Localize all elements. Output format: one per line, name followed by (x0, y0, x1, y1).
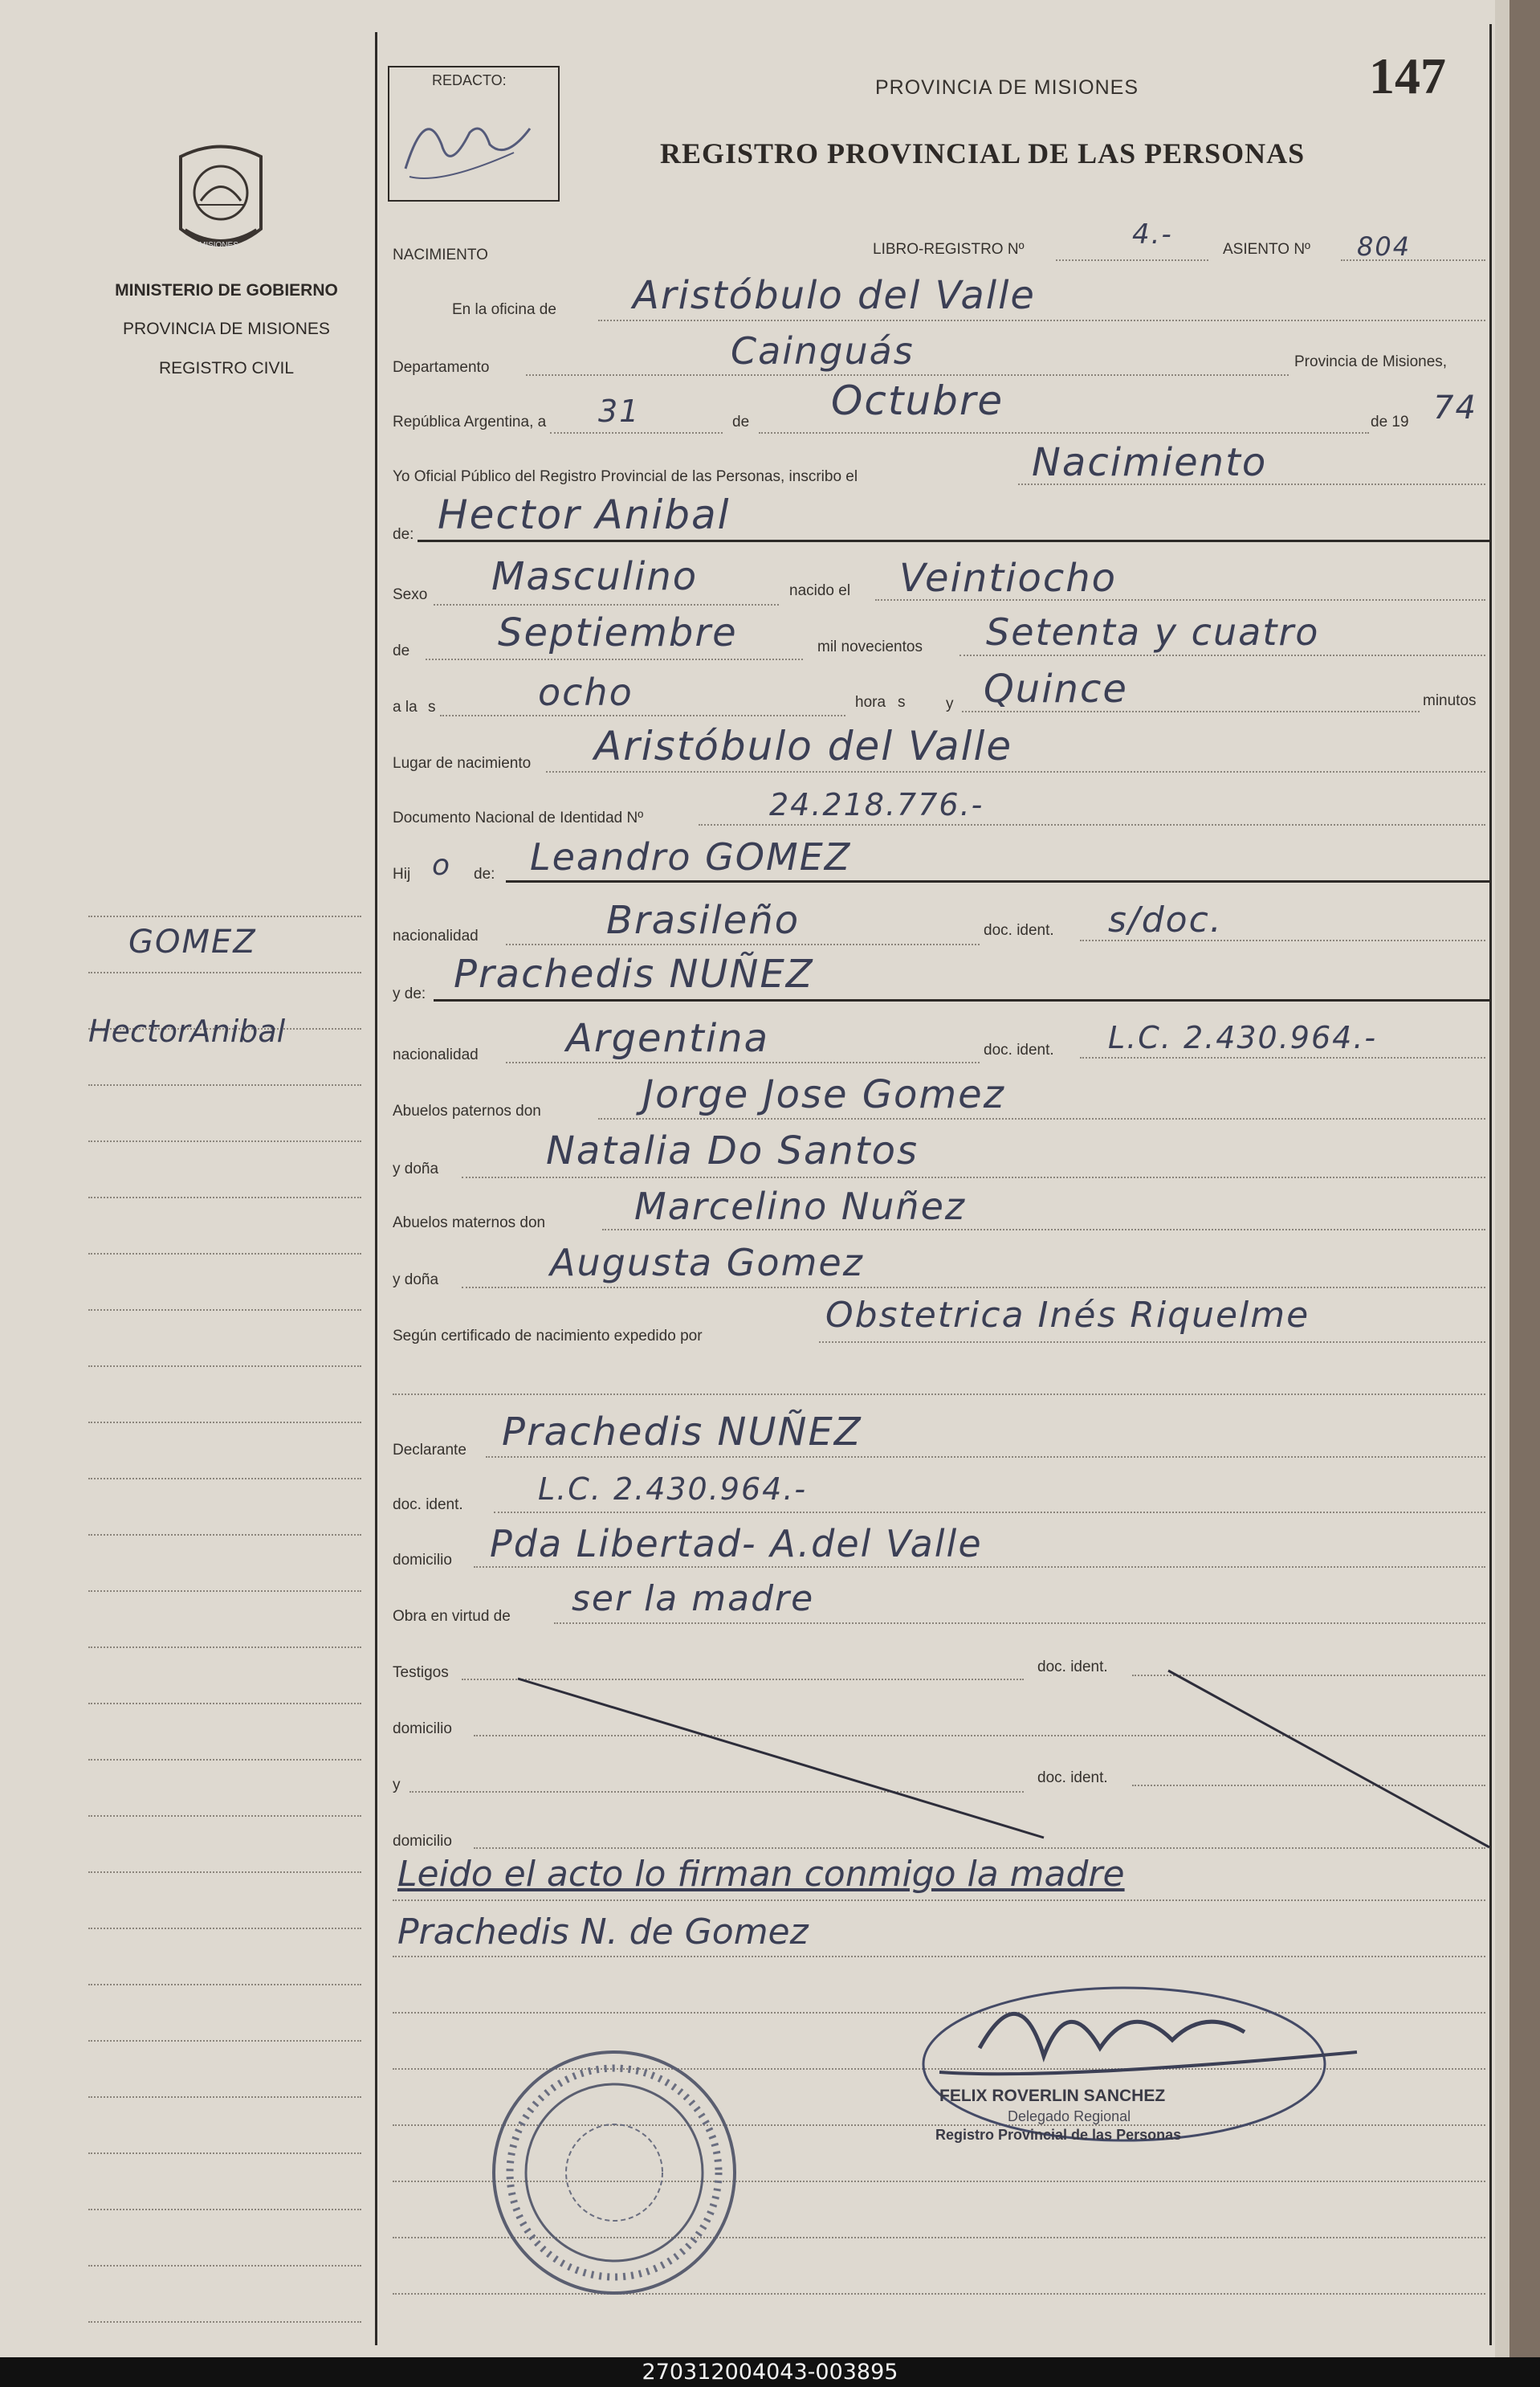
doc-ident-label: doc. ident. (984, 922, 1054, 939)
mother-underline (434, 999, 1489, 1002)
margin-rule (88, 972, 361, 973)
lugar-line (546, 771, 1485, 773)
declarante-doc-label: doc. ident. (393, 1496, 463, 1513)
margin-rule (88, 1534, 361, 1536)
witness-cancel-strokes (377, 1655, 1493, 1871)
libro-line (1056, 259, 1208, 261)
name-underline (418, 540, 1489, 542)
margin-rule (88, 1646, 361, 1648)
margin-rule (88, 916, 361, 917)
de-colon: de: (393, 526, 414, 543)
margin-given-names: HectorAnibal (88, 1014, 286, 1049)
testigo-doc-label: doc. ident. (1037, 1659, 1108, 1675)
abuelo-materno: Marcelino Nuñez (634, 1185, 967, 1228)
oficial-text: Yo Oficial Público del Registro Provincial de las Personas, inscribo el (393, 468, 858, 485)
republica-label: República Argentina, a (393, 414, 547, 430)
father-doc: s/doc. (1108, 900, 1223, 941)
margin-rule (88, 2321, 361, 2323)
redacto-label: REDACTO: (432, 72, 507, 88)
header-province: PROVINCIA DE MISIONES (875, 76, 1139, 99)
seal-label: MISIONES (199, 241, 238, 250)
margin-rule (88, 1084, 361, 1086)
stamp-line-1: FELIX ROVERLIN SANCHEZ (939, 2087, 1166, 2105)
margin-rule (88, 1590, 361, 1592)
footer-bar (0, 2357, 1540, 2387)
testigos-label: Testigos (393, 1664, 449, 1681)
ministry-title: MINISTERIO DE GOBIERNO (115, 281, 338, 300)
redacto-initials (393, 96, 546, 193)
margin-rule (88, 1815, 361, 1817)
obra-line (554, 1622, 1485, 1624)
margin-rule (88, 2152, 361, 2154)
page-edge (1495, 0, 1509, 2357)
name-value: Hector Anibal (438, 492, 731, 538)
hour-line (440, 715, 845, 716)
mother-nationality: Argentina (566, 1016, 769, 1061)
registry-civil-title: REGISTRO CIVIL (158, 359, 295, 377)
margin-rule (88, 1928, 361, 1929)
mother-value: Prachedis NUÑEZ (454, 952, 814, 997)
libro-label: LIBRO-REGISTRO Nº (873, 241, 1025, 258)
oficina-label: En la oficina de (452, 301, 556, 318)
image-code: 270312004043-003895 (642, 2360, 898, 2385)
margin-rule (88, 1309, 361, 1311)
certificado-label: Según certificado de nacimiento expedido por (393, 1328, 703, 1344)
birth-month-value: Septiembre (498, 610, 738, 655)
father-nationality: Brasileño (606, 898, 801, 943)
departamento-line (526, 374, 1289, 376)
declarante-label: Declarante (393, 1442, 466, 1459)
registry-round-stamp (482, 2040, 747, 2305)
father-value: Leandro GOMEZ (530, 835, 852, 879)
a-las-suffix: s (428, 699, 436, 716)
sexo-line (434, 604, 779, 606)
lugar-value: Aristóbulo del Valle (594, 723, 1013, 769)
doc-ident-label-2: doc. ident. (984, 1042, 1054, 1059)
year-value: 74 (1433, 390, 1477, 426)
stamp-line-3: Registro Provincial de las Personas (935, 2127, 1182, 2143)
page-number: 147 (1369, 47, 1446, 104)
asiento-label: ASIENTO Nº (1223, 241, 1310, 258)
margin-rule (88, 1871, 361, 1873)
dni-line (699, 824, 1485, 826)
abuelo-materno-line (602, 1229, 1485, 1230)
dni-value: 24.218.776.- (769, 787, 984, 822)
abuelo-paterno: Jorge Jose Gomez (642, 1072, 1005, 1117)
testigo2-doc-label: doc. ident. (1037, 1769, 1108, 1786)
registry-title: REGISTRO PROVINCIAL DE LAS PERSONAS (660, 137, 1306, 169)
libro-value: 4.- (1132, 218, 1173, 251)
y-label: y (946, 696, 954, 712)
domicilio-value: Pda Libertad- A.del Valle (490, 1522, 983, 1565)
father-nationality-line (506, 944, 980, 945)
abuelos-paternos-label: Abuelos paternos don (393, 1103, 541, 1120)
hijo-prefix: Hij (393, 866, 411, 883)
margin-rule (88, 2096, 361, 2098)
nacionalidad-label: nacionalidad (393, 928, 479, 945)
abuela-materna: Augusta Gomez (550, 1241, 864, 1284)
lower-rule (393, 1899, 1485, 1901)
margin-rule (88, 1253, 361, 1255)
sexo-value: Masculino (491, 554, 699, 599)
declarante-doc-value: L.C. 2.430.964.- (538, 1471, 808, 1507)
margin-rule (88, 1478, 361, 1479)
domicilio-line (474, 1566, 1485, 1568)
abuela-paterna: Natalia Do Santos (546, 1128, 919, 1173)
abuela-paterna-line (462, 1177, 1485, 1178)
hijo-suffix: o (432, 849, 452, 882)
mil-label: mil novecientos (817, 639, 923, 655)
abuelo-paterno-line (598, 1118, 1485, 1120)
dni-label: Documento Nacional de Identidad Nº (393, 810, 644, 826)
mother-nationality-line (506, 1062, 980, 1063)
minute-value: Quince (984, 667, 1128, 712)
certificado-value: Obstetrica Inés Riquelme (825, 1295, 1310, 1336)
birth-year-line (959, 655, 1485, 656)
margin-rule (88, 1197, 361, 1198)
provincia-suffix: Provincia de Misiones, (1294, 353, 1448, 370)
obra-value: ser la madre (572, 1578, 815, 1619)
nacionalidad-label-2: nacionalidad (393, 1047, 479, 1063)
birth-month-line (426, 659, 803, 660)
margin-rule (88, 1703, 361, 1704)
obra-label: Obra en virtud de (393, 1608, 511, 1625)
blank-line-1 (393, 1393, 1485, 1395)
oficina-line (598, 320, 1485, 321)
testigo-domicilio-label: domicilio (393, 1720, 452, 1737)
birth-day-value: Veintiocho (899, 556, 1118, 601)
margin-surname: GOMEZ (128, 924, 257, 961)
declarante-line (486, 1456, 1485, 1458)
mother-doc: L.C. 2.430.964.- (1108, 1020, 1378, 1055)
abuelos-maternos-label: Abuelos maternos don (393, 1214, 546, 1231)
declarante-value: Prachedis NUÑEZ (502, 1410, 862, 1455)
closing-line-1: Leido el acto lo firman conmigo la madre (397, 1854, 1125, 1895)
day-line (550, 432, 723, 434)
y-dona-label: y doña (393, 1161, 439, 1177)
minutos-label: minutos (1423, 692, 1477, 709)
left-column-divider (375, 32, 377, 2345)
departamento-label: Departamento (393, 359, 490, 376)
closing-line-2: Prachedis N. de Gomez (397, 1912, 809, 1952)
mother-doc-line (1080, 1057, 1485, 1059)
inscription-value: Nacimiento (1032, 440, 1268, 485)
oficina-value: Aristóbulo del Valle (633, 273, 1036, 318)
testigo2-domicilio-label: domicilio (393, 1833, 452, 1850)
sexo-label: Sexo (393, 586, 428, 603)
margin-rule (88, 1140, 361, 1142)
abuela-materna-line (462, 1287, 1485, 1288)
right-margin-line (1489, 24, 1492, 2345)
hora-prefix: hora (855, 694, 886, 711)
de-label-2: de (393, 643, 410, 659)
departamento-value: Cainguás (731, 329, 915, 373)
margin-rule (88, 2040, 361, 2042)
de-label: de (732, 414, 750, 430)
declarante-doc-line (494, 1512, 1485, 1513)
nacido-label: nacido el (789, 582, 851, 599)
birth-year-value: Setenta y cuatro (986, 610, 1320, 654)
stamp-line-2: Delegado Regional (1008, 2108, 1131, 2124)
province-title: PROVINCIA DE MISIONES (123, 320, 330, 338)
day-value: 31 (598, 394, 641, 429)
month-line (759, 432, 1369, 434)
father-underline (506, 880, 1489, 883)
hijo-de-label: de: (474, 866, 495, 883)
margin-rule (88, 1422, 361, 1423)
year-prefix: de 19 (1371, 414, 1409, 430)
certificado-line (819, 1341, 1485, 1343)
margin-rule (88, 2265, 361, 2267)
record-type-label: NACIMIENTO (393, 247, 488, 263)
testigo-y-label: y (393, 1777, 401, 1793)
hora-suffix: s (898, 694, 906, 711)
hour-value: ocho (538, 671, 634, 714)
margin-rule (88, 1759, 361, 1761)
month-value: Octubre (831, 377, 1004, 424)
margin-rule (88, 1984, 361, 1985)
margin-rule (88, 1365, 361, 1367)
margin-rule (88, 2209, 361, 2210)
asiento-value: 804 (1357, 231, 1412, 262)
a-las-prefix: a la (393, 699, 418, 716)
domicilio-label: domicilio (393, 1552, 452, 1569)
lugar-label: Lugar de nacimiento (393, 755, 532, 772)
y-de-label: y de: (393, 985, 426, 1002)
y-dona-label-2: y doña (393, 1271, 439, 1288)
